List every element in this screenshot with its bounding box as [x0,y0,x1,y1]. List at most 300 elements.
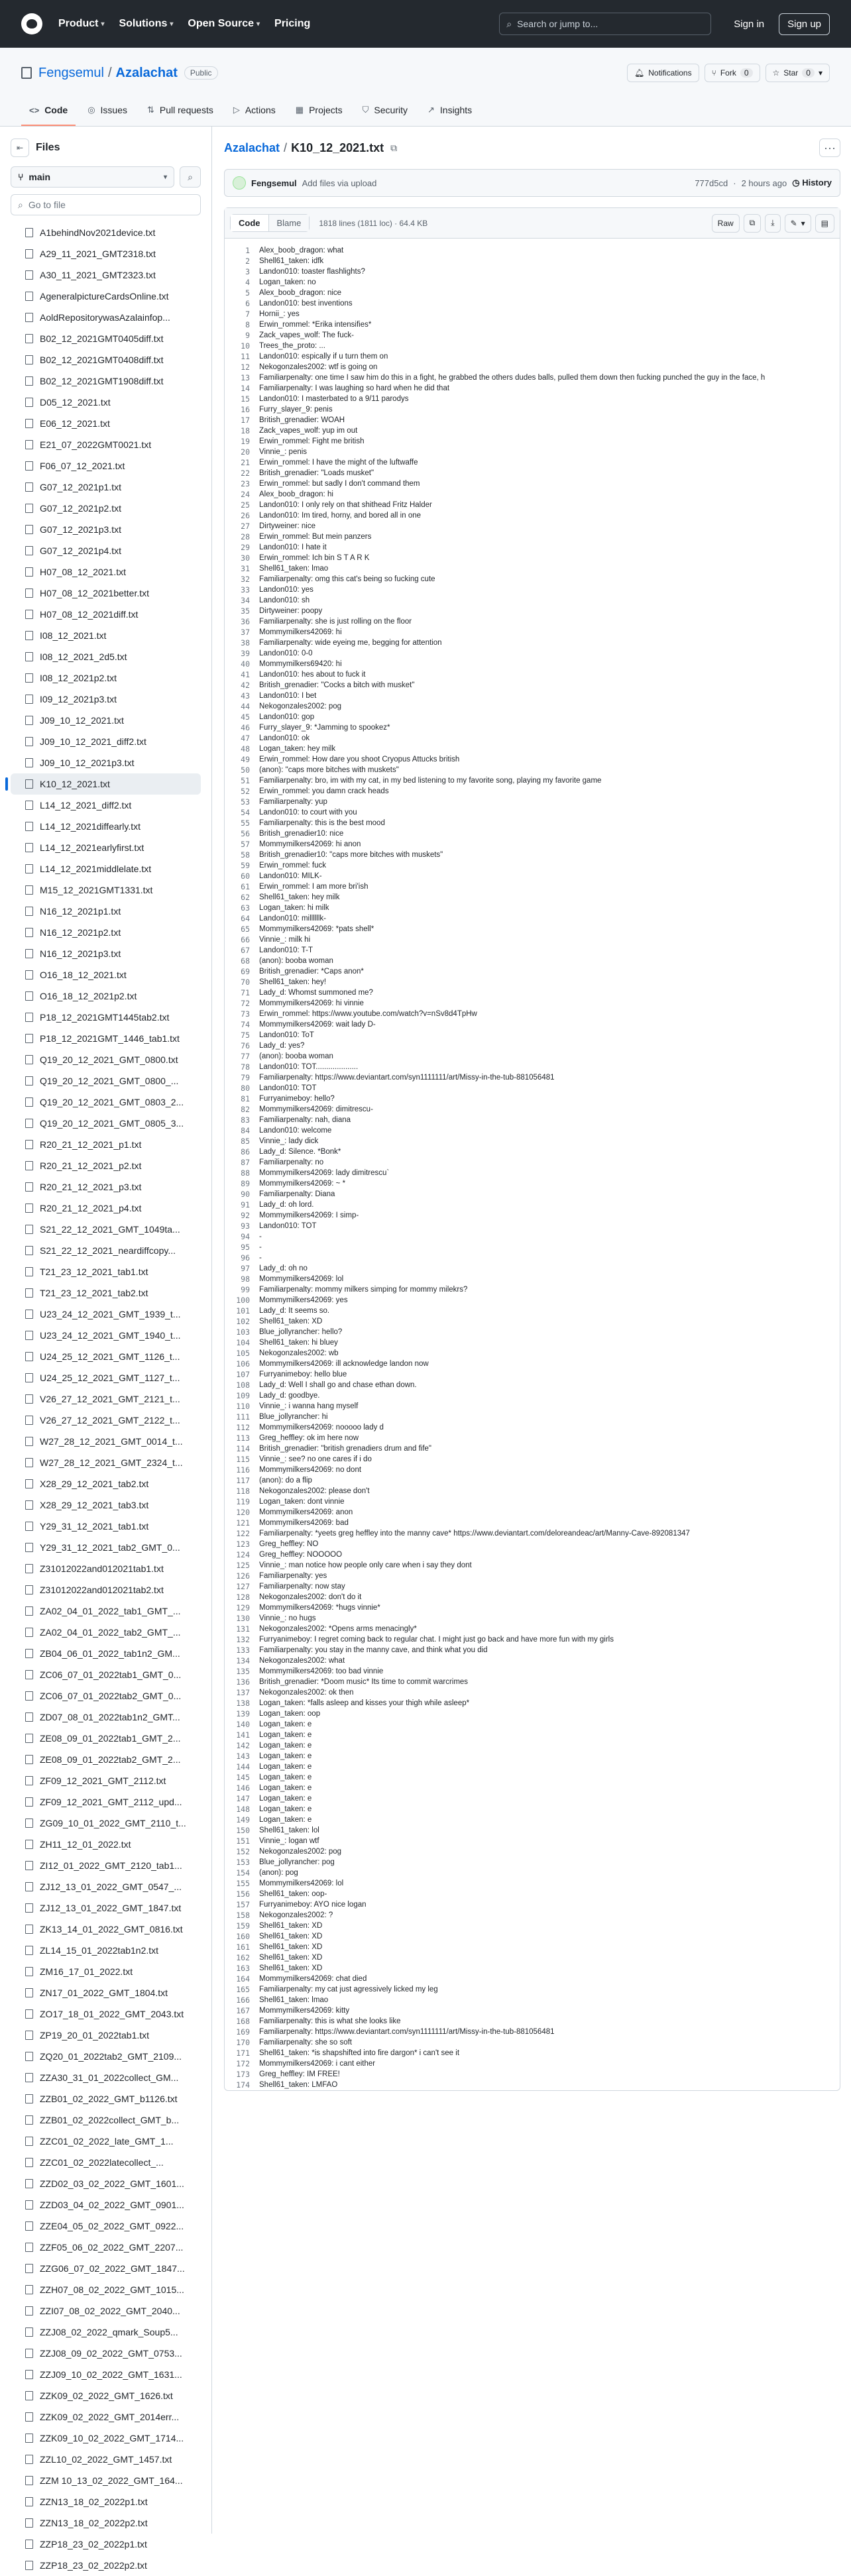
line-number[interactable]: 38 [241,638,250,647]
line-number[interactable]: 110 [236,1402,250,1411]
file-tree-item[interactable] [11,1176,201,1198]
file-tree-item[interactable] [11,1600,201,1622]
file-tree-item[interactable] [11,519,201,540]
line-number[interactable]: 173 [236,2070,250,2079]
line-number[interactable]: 1 [245,246,250,255]
line-number[interactable]: 106 [236,1359,250,1369]
line-number[interactable]: 88 [241,1168,250,1178]
line-number[interactable]: 104 [236,1338,250,1347]
file-tree-item[interactable] [11,2343,201,2364]
line-number[interactable]: 141 [236,1730,250,1740]
file-tree-item[interactable] [11,1749,201,1770]
file-tree-item[interactable] [11,1240,201,1261]
line-number[interactable]: 26 [241,511,250,520]
file-tree-item[interactable] [11,1728,201,1749]
line-number[interactable]: 52 [241,787,250,796]
line-number[interactable]: 17 [241,416,250,425]
line-number[interactable]: 62 [241,893,250,902]
line-number[interactable]: 63 [241,903,250,913]
line-number[interactable]: 89 [241,1179,250,1188]
line-number[interactable]: 10 [241,341,250,351]
file-tree-item[interactable] [11,1558,201,1579]
line-number[interactable]: 130 [236,1614,250,1623]
line-number[interactable]: 44 [241,702,250,711]
line-number[interactable]: 150 [236,1826,250,1835]
file-tree-item[interactable] [11,1028,201,1049]
line-number[interactable]: 148 [236,1805,250,1814]
file-tree-item[interactable] [11,625,201,646]
line-number[interactable]: 125 [236,1561,250,1570]
line-number[interactable]: 114 [236,1444,250,1453]
file-tree-item[interactable] [11,2300,201,2322]
file-tree-item[interactable] [11,476,201,498]
file-tree-item[interactable] [11,1325,201,1346]
line-number[interactable]: 4 [245,278,250,287]
file-tree-item[interactable] [11,1049,201,1070]
line-number[interactable]: 93 [241,1221,250,1231]
line-number[interactable]: 134 [236,1656,250,1665]
file-tree-item[interactable] [11,2364,201,2385]
avatar[interactable] [233,176,246,190]
line-number[interactable]: 128 [236,1593,250,1602]
line-number[interactable]: 31 [241,564,250,573]
line-number[interactable]: 34 [241,596,250,605]
line-number[interactable]: 32 [241,575,250,584]
file-tree-item[interactable] [11,2406,201,2428]
line-number[interactable]: 157 [236,1900,250,1909]
file-tree-item[interactable] [11,561,201,583]
line-number[interactable]: 14 [241,384,250,393]
sign-in-link[interactable]: Sign in [734,18,765,30]
file-tree-item[interactable] [11,2194,201,2215]
file-tree-item[interactable] [11,1473,201,1494]
line-number[interactable]: 138 [236,1699,250,1708]
line-number[interactable]: 91 [241,1200,250,1209]
file-tree-item[interactable] [11,1388,201,1410]
file-tree-item[interactable] [11,307,201,328]
line-number[interactable]: 12 [241,363,250,372]
line-number[interactable]: 151 [236,1836,250,1846]
commit-hash[interactable]: 777d5cd [695,178,728,188]
line-number[interactable]: 111 [236,1412,250,1422]
file-tree-item[interactable] [11,2555,201,2576]
file-tree-item[interactable] [11,2173,201,2194]
line-number[interactable]: 85 [241,1137,250,1146]
line-number[interactable]: 49 [241,755,250,764]
file-tree-item[interactable] [11,370,201,392]
nav-pricing[interactable] [274,18,310,30]
line-number[interactable]: 155 [236,1879,250,1888]
line-number[interactable]: 72 [241,999,250,1008]
file-tree-item[interactable] [11,2025,201,2046]
nav-product[interactable] [58,18,104,30]
line-number[interactable]: 70 [241,978,250,987]
file-tree-item[interactable] [11,1113,201,1134]
chevron-down-icon[interactable]: ▾ [818,68,823,78]
symbols-panel-button[interactable] [815,214,834,233]
code-view-button[interactable]: Code [231,215,268,231]
line-number[interactable]: 146 [236,1783,250,1793]
line-number[interactable]: 105 [236,1349,250,1358]
line-number[interactable]: 96 [241,1253,250,1262]
notifications-button[interactable] [627,64,699,82]
line-number[interactable]: 156 [236,1889,250,1899]
line-number[interactable]: 71 [241,988,250,997]
line-number[interactable]: 19 [241,437,250,446]
line-number[interactable]: 94 [241,1232,250,1241]
line-number[interactable]: 35 [241,606,250,616]
file-tree-item[interactable] [11,1304,201,1325]
file-tree-item[interactable] [11,498,201,519]
line-number[interactable]: 55 [241,818,250,828]
line-number[interactable]: 6 [245,299,250,308]
file-tree-item[interactable] [11,2215,201,2237]
line-number[interactable]: 66 [241,935,250,944]
line-number[interactable]: 7 [245,309,250,319]
file-tree-item[interactable] [11,392,201,413]
line-number[interactable]: 57 [241,840,250,849]
file-tree-item[interactable] [11,455,201,476]
file-tree-item[interactable] [11,1855,201,1876]
file-tree-item[interactable] [11,879,201,901]
line-number[interactable]: 98 [241,1274,250,1284]
line-number[interactable]: 59 [241,861,250,870]
file-tree-item[interactable] [11,2109,201,2131]
line-number[interactable]: 139 [236,1709,250,1718]
line-number[interactable]: 43 [241,691,250,700]
file-tree-item[interactable] [11,1791,201,1813]
file-tree-item[interactable] [11,604,201,625]
line-number[interactable]: 13 [241,373,250,382]
history-button[interactable] [792,178,832,188]
line-number[interactable]: 118 [236,1486,250,1496]
copy-raw-button[interactable] [744,214,762,233]
line-number[interactable]: 174 [236,2080,250,2090]
file-tree-item[interactable] [11,1431,201,1452]
repo-name-link[interactable]: Azalachat [115,65,178,80]
line-number[interactable]: 123 [236,1540,250,1549]
line-number[interactable]: 47 [241,734,250,743]
file-tree-item[interactable] [11,922,201,943]
line-number[interactable]: 171 [236,2048,250,2058]
breadcrumb-repo-link[interactable]: Azalachat [224,140,280,154]
file-tree-item[interactable] [11,985,201,1007]
github-logo-icon[interactable] [21,13,42,34]
file-tree-item[interactable] [11,2512,201,2534]
file-tree-item[interactable] [11,1494,201,1516]
line-number[interactable]: 100 [236,1296,250,1305]
file-tree-item[interactable] [11,2088,201,2109]
line-number[interactable]: 147 [236,1794,250,1803]
repo-owner-link[interactable]: Fengsemul [38,65,104,80]
line-number[interactable]: 101 [236,1306,250,1316]
go-to-file-input[interactable] [11,194,201,215]
file-tree-item[interactable] [11,2322,201,2343]
line-number[interactable]: 112 [236,1423,250,1432]
tab-actions[interactable] [225,98,284,126]
commit-author[interactable]: Fengsemul [251,178,297,188]
line-number[interactable]: 76 [241,1041,250,1050]
line-number[interactable]: 167 [236,2006,250,2015]
line-number[interactable]: 30 [241,553,250,563]
file-tree-item[interactable] [11,2534,201,2555]
line-number[interactable]: 48 [241,744,250,754]
file-tree-item[interactable] [11,773,201,795]
file-tree-item[interactable] [11,1643,201,1664]
tab-insights[interactable] [420,98,480,126]
line-number[interactable]: 170 [236,2038,250,2047]
line-number[interactable]: 56 [241,829,250,838]
line-number[interactable]: 164 [236,1974,250,1984]
global-search-input[interactable] [499,13,711,35]
line-number[interactable]: 54 [241,808,250,817]
line-number[interactable]: 46 [241,723,250,732]
line-number[interactable]: 68 [241,956,250,966]
line-number[interactable]: 50 [241,765,250,775]
line-number[interactable]: 143 [236,1752,250,1761]
line-number[interactable]: 21 [241,458,250,467]
line-number[interactable]: 117 [236,1476,250,1485]
line-number[interactable]: 115 [236,1455,250,1464]
line-number[interactable]: 166 [236,1995,250,2005]
line-number[interactable]: 126 [236,1571,250,1581]
file-tree-item[interactable] [11,2003,201,2025]
download-button[interactable] [765,214,780,233]
file-tree-item[interactable] [11,710,201,731]
file-tree-item[interactable] [11,264,201,286]
line-number[interactable]: 163 [236,1964,250,1973]
nav-open-source[interactable] [188,18,260,30]
line-number[interactable]: 67 [241,946,250,955]
file-tree-item[interactable] [11,2237,201,2258]
line-number[interactable]: 20 [241,447,250,457]
line-number[interactable]: 11 [241,352,250,361]
fork-button[interactable] [705,64,760,82]
line-number[interactable]: 95 [241,1243,250,1252]
file-tree-item[interactable] [11,1367,201,1388]
tab-security[interactable] [355,98,416,126]
file-tree-item[interactable] [11,1516,201,1537]
line-number[interactable]: 27 [241,522,250,531]
line-number[interactable]: 133 [236,1646,250,1655]
line-number[interactable]: 144 [236,1762,250,1771]
line-number[interactable]: 90 [241,1190,250,1199]
line-number[interactable]: 121 [236,1518,250,1528]
commit-message[interactable]: Add files via upload [302,178,377,188]
tab-pull-requests[interactable] [139,98,221,126]
file-tree-item[interactable] [11,1219,201,1240]
file-tree-item[interactable] [11,1579,201,1600]
branch-select[interactable] [11,166,174,188]
file-tree-item[interactable] [11,1897,201,1919]
file-tree-item[interactable] [11,349,201,370]
line-number[interactable]: 145 [236,1773,250,1782]
line-number[interactable]: 165 [236,1985,250,1994]
file-tree-item[interactable] [11,731,201,752]
line-number[interactable]: 137 [236,1688,250,1697]
line-number[interactable]: 8 [245,320,250,329]
line-number[interactable]: 33 [241,585,250,594]
line-number[interactable]: 16 [241,405,250,414]
file-tree-item[interactable] [11,540,201,561]
line-number[interactable]: 3 [245,267,250,276]
line-number[interactable]: 60 [241,871,250,881]
file-tree-item[interactable] [11,243,201,264]
file-tree-item[interactable] [11,1982,201,2003]
line-number[interactable]: 24 [241,490,250,499]
file-tree-item[interactable] [11,1770,201,1791]
tab-code[interactable] [21,98,76,126]
line-number[interactable]: 168 [236,2017,250,2026]
line-number[interactable]: 136 [236,1677,250,1687]
file-tree-item[interactable] [11,2046,201,2067]
file-tree-item[interactable] [11,1876,201,1897]
line-number[interactable]: 65 [241,924,250,934]
file-tree-item[interactable] [11,667,201,689]
file-tree-item[interactable] [11,2385,201,2406]
line-number[interactable]: 86 [241,1147,250,1156]
file-tree-item[interactable] [11,752,201,773]
file-tree-item[interactable] [11,858,201,879]
file-tree-item[interactable] [11,1282,201,1304]
line-number[interactable]: 120 [236,1508,250,1517]
line-number[interactable]: 41 [241,670,250,679]
line-number[interactable]: 2 [245,256,250,266]
file-tree-item[interactable] [11,795,201,816]
file-tree-item[interactable] [11,1622,201,1643]
line-number[interactable]: 45 [241,712,250,722]
search-files-button[interactable] [180,166,201,188]
line-number[interactable]: 162 [236,1953,250,1962]
line-number[interactable]: 169 [236,2027,250,2037]
line-number[interactable]: 69 [241,967,250,976]
line-number[interactable]: 83 [241,1115,250,1125]
line-number[interactable]: 124 [236,1550,250,1559]
line-number[interactable]: 127 [236,1582,250,1591]
line-number[interactable]: 82 [241,1105,250,1114]
file-tree-item[interactable] [11,943,201,964]
line-number[interactable]: 129 [236,1603,250,1612]
line-number[interactable]: 61 [241,882,250,891]
file-tree-item[interactable] [11,646,201,667]
line-number[interactable]: 131 [236,1624,250,1634]
line-number[interactable]: 78 [241,1062,250,1072]
file-tree-item[interactable] [11,2428,201,2449]
blame-view-button[interactable]: Blame [268,215,310,231]
file-tree-item[interactable] [11,964,201,985]
line-number[interactable]: 153 [236,1858,250,1867]
file-tree-item[interactable] [11,1961,201,1982]
file-tree-item[interactable] [11,286,201,307]
line-number[interactable]: 29 [241,543,250,552]
line-number[interactable]: 28 [241,532,250,541]
line-number[interactable]: 158 [236,1911,250,1920]
line-number[interactable]: 119 [236,1497,250,1506]
file-tree-item[interactable] [11,1261,201,1282]
line-number[interactable]: 102 [236,1317,250,1326]
line-number[interactable]: 152 [236,1847,250,1856]
line-number[interactable]: 116 [236,1465,250,1475]
line-number[interactable]: 51 [241,776,250,785]
line-number[interactable]: 99 [241,1285,250,1294]
file-tree-item[interactable] [11,328,201,349]
line-number[interactable]: 40 [241,659,250,669]
line-number[interactable]: 58 [241,850,250,860]
nav-solutions[interactable] [119,18,173,30]
file-tree-item[interactable] [11,1664,201,1685]
line-number[interactable]: 92 [241,1211,250,1220]
copy-path-icon[interactable]: ⧉ [390,142,398,153]
line-number[interactable]: 84 [241,1126,250,1135]
file-tree-item[interactable] [11,1919,201,1940]
file-tree-item[interactable] [11,1537,201,1558]
file-tree-item[interactable] [11,2491,201,2512]
file-tree-item[interactable] [11,2152,201,2173]
line-number[interactable]: 160 [236,1932,250,1941]
line-number[interactable]: 122 [236,1529,250,1538]
file-tree-item[interactable] [11,1007,201,1028]
more-options-button[interactable] [819,139,840,157]
file-tree-item[interactable] [11,1346,201,1367]
raw-button[interactable] [712,214,740,233]
file-tree-item[interactable] [11,2449,201,2470]
file-tree-item[interactable] [11,1070,201,1092]
star-button[interactable] [766,64,830,82]
file-tree-item[interactable] [11,1452,201,1473]
file-tree-item[interactable] [11,1834,201,1855]
tab-projects[interactable] [288,98,351,126]
line-number[interactable]: 9 [245,331,250,340]
line-number[interactable]: 5 [245,288,250,298]
line-number[interactable]: 73 [241,1009,250,1019]
line-number[interactable]: 42 [241,681,250,690]
file-tree-item[interactable] [11,1092,201,1113]
line-number[interactable]: 53 [241,797,250,807]
collapse-sidebar-button[interactable]: ⇤ [11,139,29,157]
tab-issues[interactable] [80,98,135,126]
file-tree-item[interactable] [11,1155,201,1176]
sign-up-button[interactable]: Sign up [779,13,830,35]
line-number[interactable]: 159 [236,1921,250,1931]
line-number[interactable]: 80 [241,1084,250,1093]
line-number[interactable]: 97 [241,1264,250,1273]
file-tree-item[interactable] [11,583,201,604]
line-number[interactable]: 37 [241,628,250,637]
line-number[interactable]: 87 [241,1158,250,1167]
file-tree-item[interactable] [11,1410,201,1431]
file-tree-item[interactable] [11,2131,201,2152]
line-number[interactable]: 64 [241,914,250,923]
file-tree-item[interactable] [11,689,201,710]
file-tree-item[interactable] [11,2258,201,2279]
file-tree-item[interactable] [11,413,201,434]
line-number[interactable]: 22 [241,469,250,478]
file-tree-item[interactable] [11,1940,201,1961]
line-number[interactable]: 25 [241,500,250,510]
line-number[interactable]: 75 [241,1031,250,1040]
line-number[interactable]: 172 [236,2059,250,2068]
line-number[interactable]: 15 [241,394,250,404]
file-tree-item[interactable] [11,816,201,837]
line-number[interactable]: 108 [236,1380,250,1390]
file-tree-item[interactable] [11,1707,201,1728]
line-number[interactable]: 103 [236,1327,250,1337]
line-number[interactable]: 23 [241,479,250,488]
line-number[interactable]: 161 [236,1942,250,1952]
file-tree-item[interactable] [11,222,201,243]
file-tree-item[interactable] [11,901,201,922]
line-number[interactable]: 140 [236,1720,250,1729]
